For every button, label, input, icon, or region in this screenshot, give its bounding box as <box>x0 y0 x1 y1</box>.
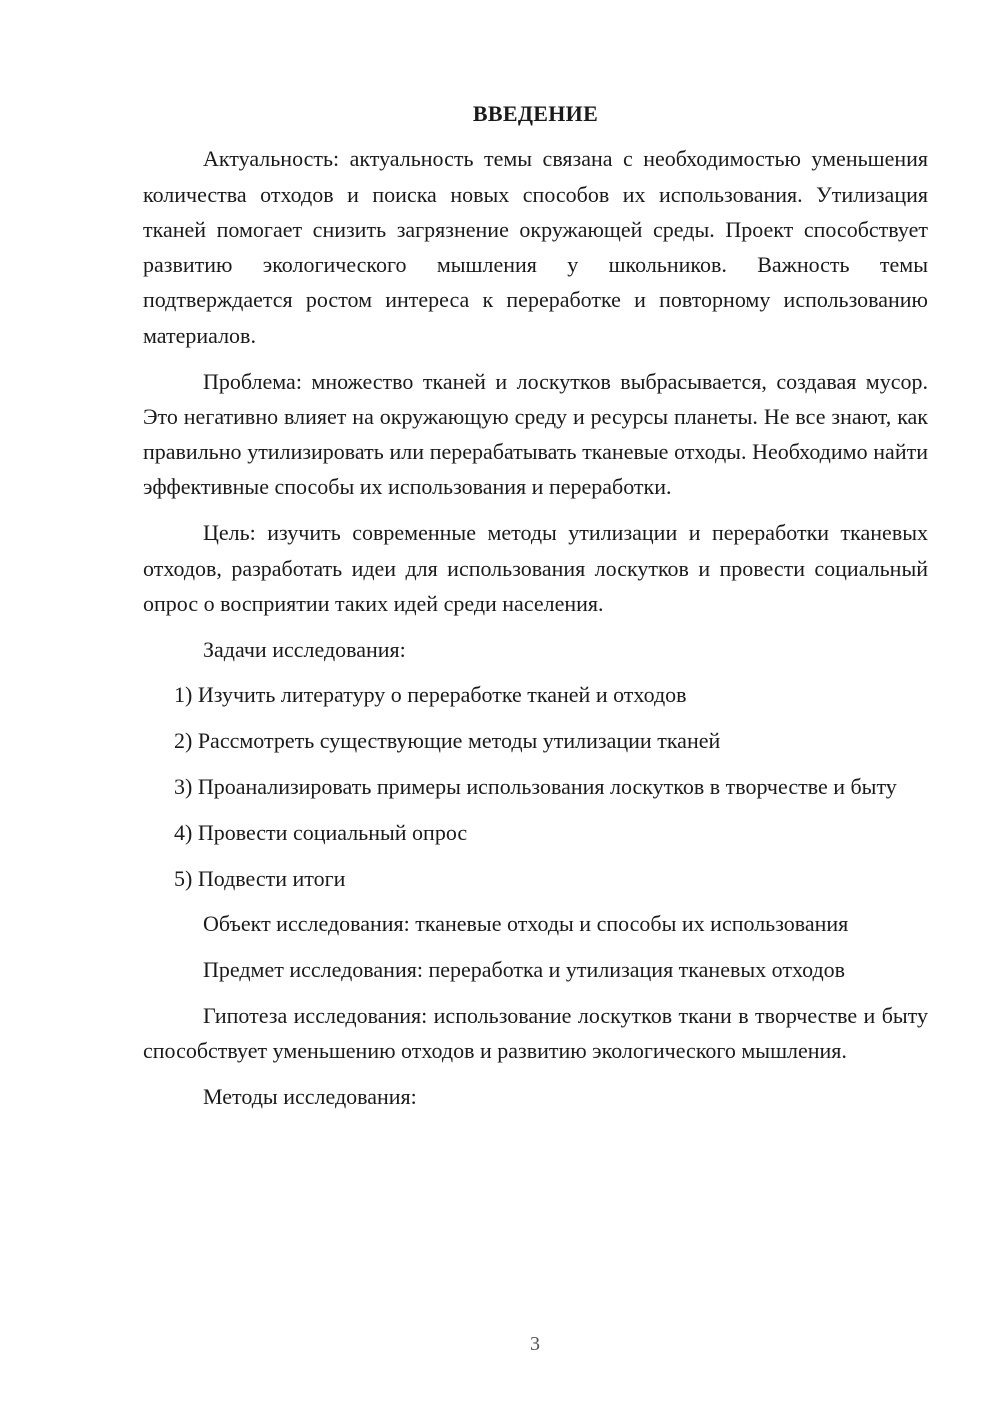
task-item-1: 1) Изучить литературу о переработке тканей и отходов <box>174 682 687 708</box>
paragraph-goal: Цель: изучить современные методы утилизации и переработки тканевых отходов, разработать идеи для использования лоскутков и провести социальный опрос о восприятии таких идей среди населения. <box>143 520 928 616</box>
task-item-4: 4) Провести социальный опрос <box>174 819 468 845</box>
methods-heading: Методы исследования: <box>203 1084 417 1110</box>
task-item-5: 5) Подвести итоги <box>174 865 346 891</box>
task-item-2: 2) Рассмотреть существующие методы утилизации тканей <box>174 728 721 754</box>
document-page <box>143 96 928 1125</box>
section-title: ВВЕДЕНИЕ <box>472 101 599 126</box>
paragraph-hypothesis: Гипотеза исследования: использование лоскутков ткани в творчестве и быту способствует уменьшению отходов и развитию экологического мышления. <box>143 1003 928 1064</box>
paragraph-object: Объект исследования: тканевые отходы и способы их использования <box>203 911 849 937</box>
paragraph-subject: Предмет исследования: переработка и утилизация тканевых отходов <box>203 957 846 983</box>
page-number: 3 <box>530 1333 540 1355</box>
paragraph-relevance: Актуальность: актуальность темы связана с необходимостью уменьшения количества отходов и поиска новых способов их использования. Утилизация тканей помогает снизить загрязнение окружающей среды. Проект способствует развитию экологического мышления у школьников. Важность темы подтверждается ростом интереса к переработке и повторному использованию материалов. <box>143 146 928 348</box>
task-item-3: 3) Проанализировать примеры использования лоскутков в творчестве и быту <box>174 774 897 800</box>
tasks-heading: Задачи исследования: <box>203 636 406 662</box>
paragraph-problem: Проблема: множество тканей и лоскутков выбрасывается, создавая мусор. Это негативно влияет на окружающую среду и ресурсы планеты. Не все знают, как правильно утилизировать или перерабатывать тканевые отходы. Необходимо найти эффективные способы их использования и переработки. <box>143 368 928 500</box>
